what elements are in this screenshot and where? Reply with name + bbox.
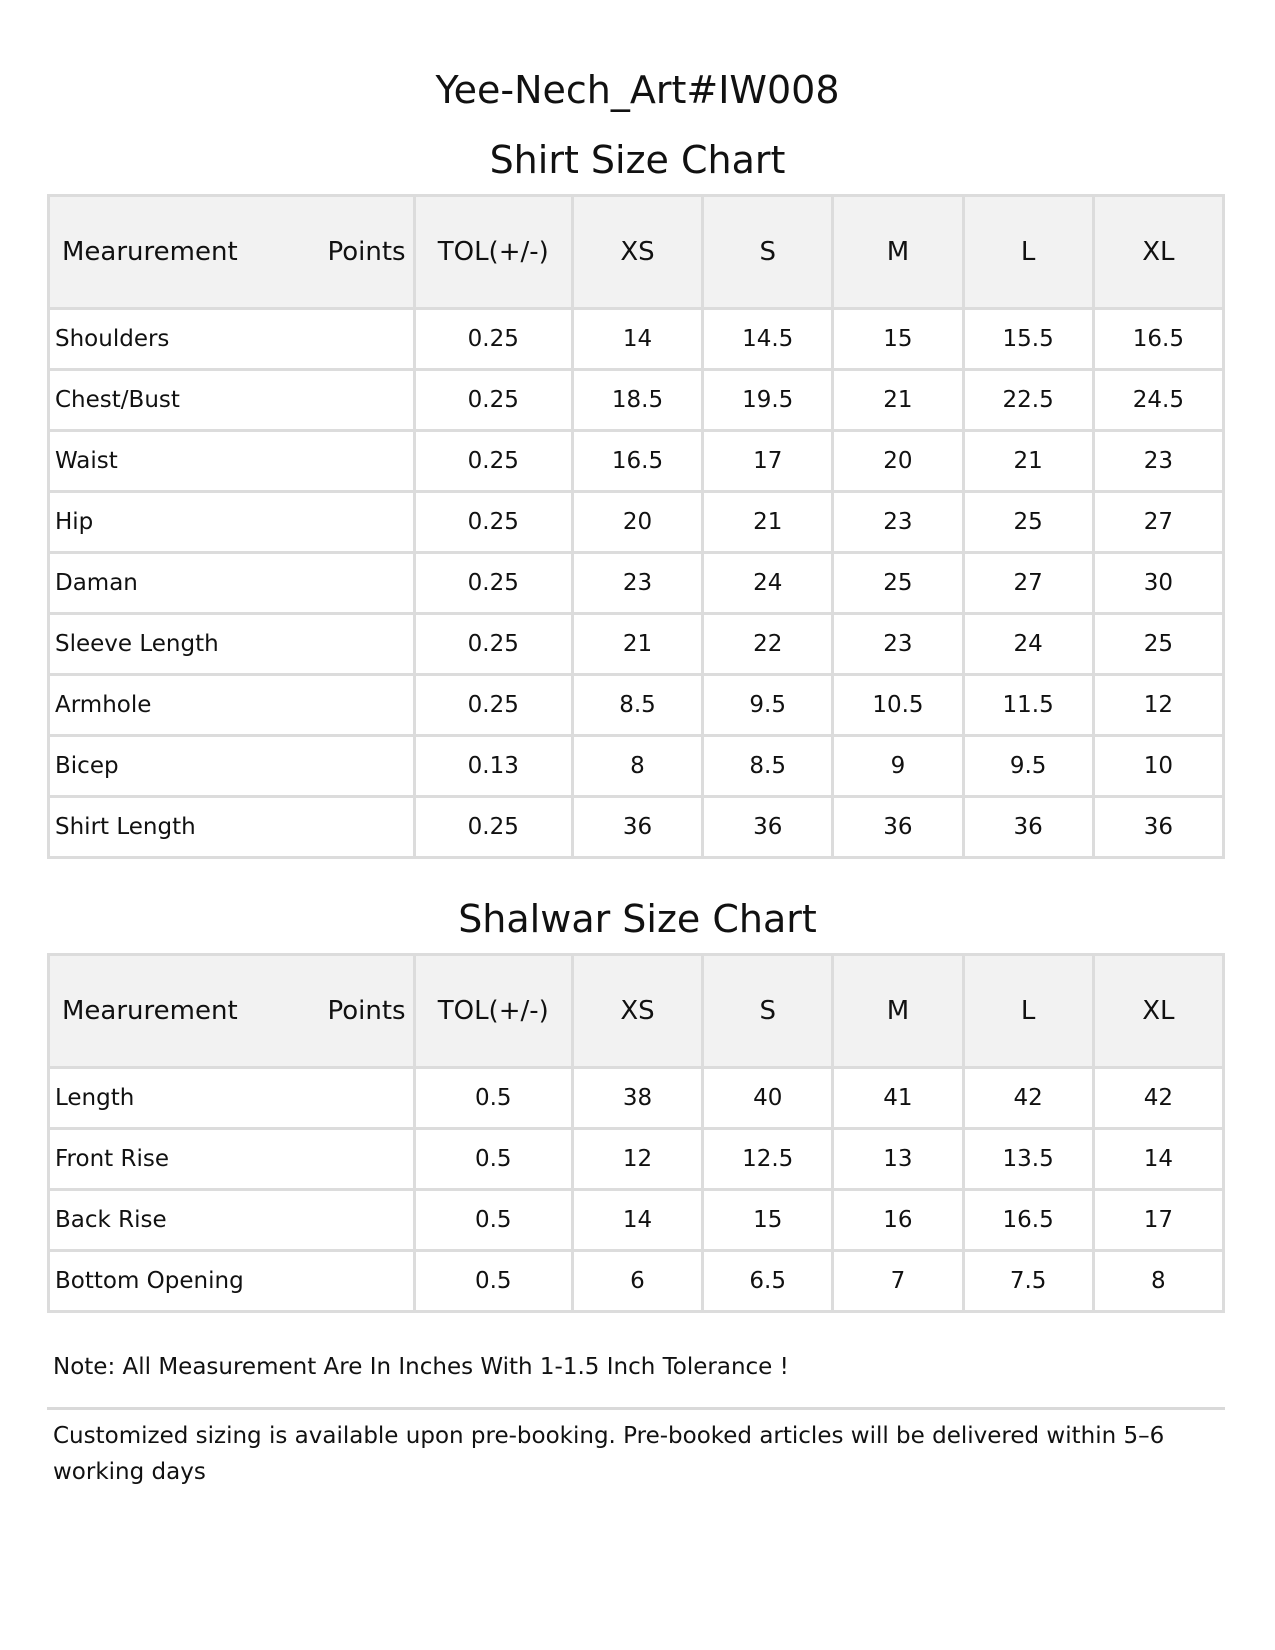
value-cell-s: 19.5 [703,370,833,431]
tolerance-cell: 0.25 [414,431,572,492]
size-header-s: S [703,955,833,1068]
tolerance-cell: 0.5 [414,1129,572,1190]
value-cell-xs: 18.5 [572,370,702,431]
value-cell-l: 27 [963,553,1093,614]
shirt-table-body [49,309,1224,858]
table-row [49,553,1224,614]
value-cell-m: 15 [833,309,963,370]
value-cell-xl: 30 [1093,553,1223,614]
table-row [49,309,1224,370]
value-cell-l: 9.5 [963,736,1093,797]
value-cell-l: 42 [963,1068,1093,1129]
size-header-xl: XL [1093,196,1223,309]
value-cell-m: 20 [833,431,963,492]
size-header-xl: XL [1093,955,1223,1068]
measurement-header-label: Mearurement [62,237,238,267]
header-row [49,955,1224,1068]
size-header-xs: XS [572,196,702,309]
row-label: Shirt Length [49,797,415,858]
measurement-header-label: Mearurement [62,996,238,1026]
value-cell-xl: 16.5 [1093,309,1223,370]
value-cell-xl: 25 [1093,614,1223,675]
value-cell-m: 10.5 [833,675,963,736]
size-header-s: S [703,196,833,309]
value-cell-m: 41 [833,1068,963,1129]
tolerance-cell: 0.25 [414,370,572,431]
document-title: Yee-Nech_Art#IW008 [435,68,840,112]
value-cell-xl: 17 [1093,1190,1223,1251]
value-cell-xs: 14 [572,1190,702,1251]
value-cell-xs: 38 [572,1068,702,1129]
value-cell-s: 24 [703,553,833,614]
measurement-points-header [49,196,415,309]
points-header-label: Points [327,996,406,1026]
row-label: Chest/Bust [49,370,415,431]
value-cell-xs: 12 [572,1129,702,1190]
size-header-l: L [963,955,1093,1068]
row-label: Bottom Opening [49,1251,415,1312]
table-row [49,1251,1224,1312]
value-cell-s: 14.5 [703,309,833,370]
value-cell-s: 17 [703,431,833,492]
row-label: Back Rise [49,1190,415,1251]
value-cell-m: 36 [833,797,963,858]
value-cell-xl: 24.5 [1093,370,1223,431]
value-cell-xl: 12 [1093,675,1223,736]
row-label: Armhole [49,675,415,736]
row-label: Length [49,1068,415,1129]
row-label: Sleeve Length [49,614,415,675]
table-row [49,370,1224,431]
shirt-chart-title: Shirt Size Chart [489,138,786,182]
value-cell-m: 16 [833,1190,963,1251]
value-cell-m: 23 [833,492,963,553]
value-cell-m: 23 [833,614,963,675]
row-label: Daman [49,553,415,614]
tolerance-cell: 0.5 [414,1251,572,1312]
tolerance-cell: 0.5 [414,1068,572,1129]
value-cell-xs: 21 [572,614,702,675]
value-cell-xl: 23 [1093,431,1223,492]
tolerance-cell: 0.13 [414,736,572,797]
value-cell-xs: 36 [572,797,702,858]
value-cell-m: 13 [833,1129,963,1190]
table-row [49,614,1224,675]
row-label: Front Rise [49,1129,415,1190]
tolerance-cell: 0.5 [414,1190,572,1251]
tolerance-cell: 0.25 [414,553,572,614]
points-header-label: Points [327,237,406,267]
value-cell-m: 25 [833,553,963,614]
size-header-xs: XS [572,955,702,1068]
size-header-m: M [833,196,963,309]
table-row [49,1068,1224,1129]
value-cell-xl: 36 [1093,797,1223,858]
tolerance-cell: 0.25 [414,675,572,736]
value-cell-xl: 10 [1093,736,1223,797]
value-cell-xs: 14 [572,309,702,370]
value-cell-l: 15.5 [963,309,1093,370]
value-cell-s: 6.5 [703,1251,833,1312]
row-label: Shoulders [49,309,415,370]
value-cell-s: 21 [703,492,833,553]
value-cell-xs: 23 [572,553,702,614]
value-cell-m: 21 [833,370,963,431]
table-row [49,431,1224,492]
shalwar-chart-title: Shalwar Size Chart [458,897,817,941]
row-label: Waist [49,431,415,492]
value-cell-xs: 16.5 [572,431,702,492]
size-header-m: M [833,955,963,1068]
tolerance-cell: 0.25 [414,614,572,675]
value-cell-xs: 6 [572,1251,702,1312]
value-cell-l: 13.5 [963,1129,1093,1190]
value-cell-s: 9.5 [703,675,833,736]
shalwar-table-body [49,1068,1224,1312]
tolerance-cell: 0.25 [414,797,572,858]
tolerance-header: TOL(+/-) [414,955,572,1068]
tolerance-cell: 0.25 [414,309,572,370]
value-cell-xs: 8 [572,736,702,797]
row-label: Bicep [49,736,415,797]
value-cell-l: 7.5 [963,1251,1093,1312]
shalwar-table-header [49,955,1224,1068]
table-row [49,1190,1224,1251]
divider [47,1407,1225,1410]
table-row [49,797,1224,858]
value-cell-m: 7 [833,1251,963,1312]
shirt-size-table [47,194,1225,859]
size-header-l: L [963,196,1093,309]
value-cell-s: 36 [703,797,833,858]
value-cell-xl: 27 [1093,492,1223,553]
value-cell-m: 9 [833,736,963,797]
value-cell-xl: 14 [1093,1129,1223,1190]
value-cell-s: 12.5 [703,1129,833,1190]
table-row [49,736,1224,797]
value-cell-xl: 8 [1093,1251,1223,1312]
value-cell-xl: 42 [1093,1068,1223,1129]
table-row [49,675,1224,736]
tolerance-header: TOL(+/-) [414,196,572,309]
value-cell-l: 24 [963,614,1093,675]
pre-booking-info: Customized sizing is available upon pre-booking. Pre-booked articles will be delivered within 5–6 working days [53,1423,1165,1485]
tolerance-cell: 0.25 [414,492,572,553]
header-row [49,196,1224,309]
value-cell-l: 11.5 [963,675,1093,736]
shalwar-size-table [47,953,1225,1313]
measurement-note: Note: All Measurement Are In Inches With 1-1.5 Inch Tolerance ! [53,1354,789,1380]
measurement-points-header [49,955,415,1068]
value-cell-l: 22.5 [963,370,1093,431]
table-row [49,1129,1224,1190]
value-cell-s: 22 [703,614,833,675]
value-cell-s: 8.5 [703,736,833,797]
value-cell-xs: 20 [572,492,702,553]
value-cell-s: 40 [703,1068,833,1129]
value-cell-l: 25 [963,492,1093,553]
row-label: Hip [49,492,415,553]
table-row [49,492,1224,553]
value-cell-l: 21 [963,431,1093,492]
value-cell-xs: 8.5 [572,675,702,736]
value-cell-l: 16.5 [963,1190,1093,1251]
value-cell-s: 15 [703,1190,833,1251]
shirt-table-header [49,196,1224,309]
value-cell-l: 36 [963,797,1093,858]
